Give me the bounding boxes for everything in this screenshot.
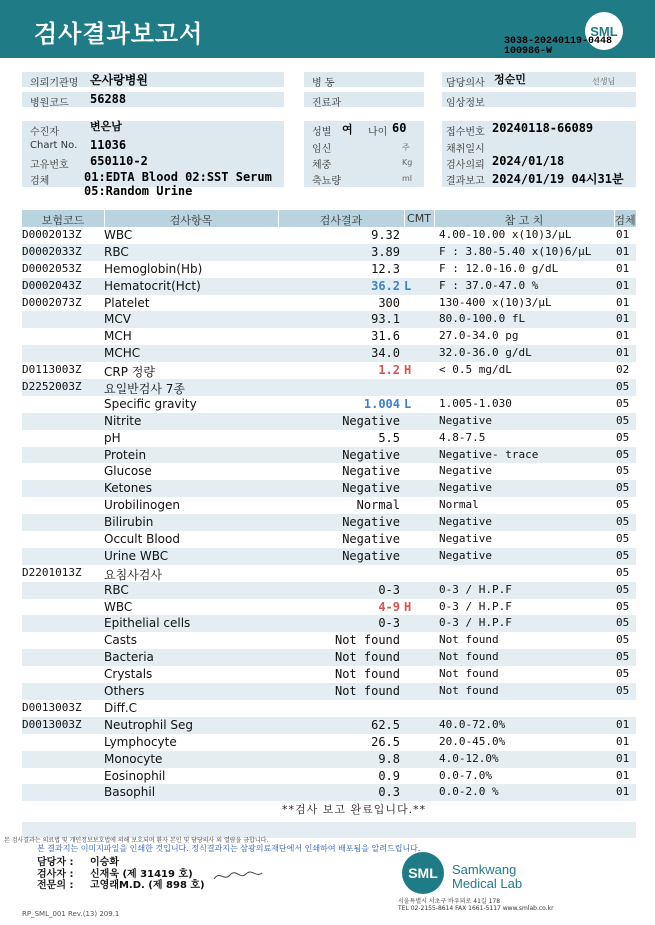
cell-reference: 130-400 x(10)3/μL: [439, 295, 552, 309]
cell-specimen: 01: [616, 278, 630, 292]
clinical-info-label: 임상정보: [446, 98, 485, 109]
cell-result: Negative: [342, 447, 400, 462]
cell-result: Not found: [334, 684, 400, 699]
tester-name: 신재욱 (제 31419 호): [90, 869, 193, 880]
cell-test-name: 요일반검사 7종: [104, 382, 186, 397]
expert-name: 고영래M.D. (제 898 호): [90, 880, 205, 891]
cell-test-name: Ketones: [104, 481, 152, 496]
cell-specimen: 01: [616, 785, 630, 799]
cell-specimen: 05: [616, 633, 630, 647]
cell-reference: < 0.5 mg/dL: [439, 363, 512, 377]
cell-test-name: Bilirubin: [104, 515, 154, 530]
sml-logo: SML: [585, 12, 623, 50]
hospital-label: 의뢰기관명: [30, 78, 79, 89]
cell-specimen: 05: [616, 430, 630, 444]
cell-specimen: 02: [616, 363, 630, 377]
cell-result: 0-3: [378, 616, 400, 631]
cell-result: 1.2: [378, 363, 400, 378]
cell-specimen: 05: [616, 447, 630, 461]
cell-specimen: 05: [616, 565, 630, 579]
cell-specimen: 01: [616, 717, 630, 731]
report-number: 3038-20240119-0448 100986-W: [504, 36, 613, 57]
cell-test-name: MCHC: [104, 346, 141, 361]
receipt-number: 20240118-66089: [492, 121, 594, 135]
cell-result: 93.1: [371, 312, 400, 327]
patient-name: 변은남: [90, 120, 122, 133]
specimen-line-2: 05:Random Urine: [84, 184, 193, 198]
cell-test-name: MCH: [104, 329, 132, 344]
cell-specimen: 01: [616, 261, 630, 275]
cell-result: Negative: [342, 413, 400, 428]
org-address: 서울특별시 서초구 바우뫼로 41길 178: [398, 898, 501, 905]
dept-label: 진료과: [312, 98, 341, 109]
cell-code: D0013003Z: [22, 717, 82, 731]
cell-specimen: 01: [616, 751, 630, 765]
cell-test-name: Nitrite: [104, 413, 142, 428]
cell-result: Negative: [342, 481, 400, 496]
cell-reference: F : 12.0-16.0 g/dL: [439, 261, 559, 275]
table-row: [22, 379, 636, 396]
table-row: [22, 278, 636, 295]
sml-footer-logo: SML: [402, 852, 444, 894]
sex-value: 여: [342, 123, 353, 136]
cell-reference: 0-3 / H.P.F: [439, 616, 512, 630]
result-datetime: 2024/01/19 04시31분: [492, 172, 624, 186]
cell-result: 1.004: [363, 396, 400, 411]
cell-specimen: 01: [616, 768, 630, 782]
cell-result: 0-3: [378, 582, 400, 597]
pregnancy-label: 임신: [312, 144, 332, 155]
cell-test-name: Eosinophil: [104, 768, 166, 783]
cell-code: D0002033Z: [22, 244, 82, 258]
cell-result: Not found: [334, 633, 400, 648]
cell-result: 3.89: [371, 244, 400, 259]
cell-specimen: 05: [616, 532, 630, 546]
pregnancy-unit: 주: [402, 143, 410, 152]
cell-reference: Negative: [439, 413, 492, 427]
results-table: [22, 227, 636, 801]
cell-result: 34.0: [371, 346, 400, 361]
tester-label: 검사자 :: [37, 869, 74, 880]
urine-volume-unit: ml: [402, 174, 413, 183]
cell-specimen: 05: [616, 396, 630, 410]
cell-reference: Normal: [439, 498, 479, 512]
cell-test-name: pH: [104, 430, 121, 445]
cell-specimen: 05: [616, 498, 630, 512]
cell-specimen: 01: [616, 329, 630, 343]
org-contact: TEL 02-2155-8614 FAX 1661-5117 www.smlab.co.kr: [398, 905, 554, 912]
cell-test-name: 요침사검사: [104, 567, 162, 582]
table-row: [22, 784, 636, 801]
result-label: 결과보고: [446, 176, 485, 187]
table-row: [22, 480, 636, 497]
cell-test-name: Neutrophil Seg: [104, 717, 194, 732]
cell-test-name: Basophil: [104, 785, 156, 800]
cell-result: 300: [378, 295, 400, 310]
cell-code: D0113003Z: [22, 363, 82, 377]
cell-test-name: RBC: [104, 244, 129, 259]
cell-specimen: 01: [616, 228, 630, 241]
table-row: [22, 244, 636, 261]
cell-reference: Negative- trace: [439, 447, 539, 461]
cell-specimen: 05: [616, 650, 630, 664]
cell-specimen: 05: [616, 464, 630, 478]
cell-specimen: 05: [616, 548, 630, 562]
table-row: [22, 599, 636, 616]
cell-specimen: 01: [616, 312, 630, 326]
cell-test-name: Epithelial cells: [104, 616, 191, 631]
cell-test-name: Urine WBC: [104, 548, 169, 563]
uid-label: 고유번호: [30, 160, 69, 171]
cell-test-name: Glucose: [104, 464, 152, 479]
uid-number: 650110-2: [90, 154, 148, 168]
cell-specimen: 01: [616, 244, 630, 258]
cell-reference: F : 37.0-47.0 %: [439, 278, 539, 292]
cell-result: Not found: [334, 667, 400, 682]
cell-test-name: Bacteria: [104, 650, 154, 665]
table-row: [22, 717, 636, 734]
cell-reference: 1.005-1.030: [439, 396, 512, 410]
weight-label: 체중: [312, 160, 332, 171]
urine-volume-label: 축뇨량: [312, 176, 341, 187]
cell-reference: Negative: [439, 532, 492, 546]
cell-reference: 40.0-72.0%: [439, 717, 506, 731]
cell-reference: F : 3.80-5.40 x(10)6/μL: [439, 244, 592, 258]
cell-code: D2201013Z: [22, 565, 82, 579]
table-row: [22, 751, 636, 768]
cell-test-name: Urobilinogen: [104, 498, 180, 513]
table-row: [22, 582, 636, 599]
org-name: Samkwang Medical Lab: [452, 862, 523, 891]
doctor-name: 정순민: [494, 73, 526, 86]
table-row: [22, 514, 636, 531]
cell-result: 31.6: [371, 329, 400, 344]
table-row: [22, 531, 636, 548]
patient-label: 수진자: [30, 127, 59, 138]
chart-number: 11036: [90, 138, 127, 152]
cell-reference: 32.0-36.0 g/dL: [439, 346, 532, 360]
doctor-suffix: 선생님: [592, 77, 616, 86]
header-reference: 참 고 치: [504, 214, 544, 227]
header-code: 보험코드: [41, 214, 85, 227]
cell-specimen: 05: [616, 413, 630, 427]
hospital-name: 온사랑병원: [90, 73, 148, 87]
cell-test-name: Hemoglobin(Hb): [104, 261, 203, 276]
doctor-label: 담당의사: [446, 78, 485, 89]
cell-test-name: Casts: [104, 633, 137, 648]
chart-label: Chart No.: [30, 140, 78, 151]
report-complete-note: **검사 보고 완료입니다.**: [282, 803, 427, 816]
header-test-item: 검사항목: [169, 214, 213, 227]
table-row: [22, 615, 636, 632]
cell-flag: L: [404, 278, 412, 293]
table-row: [22, 768, 636, 785]
cell-test-name: Occult Blood: [104, 532, 180, 547]
cell-reference: 4.8-7.5: [439, 430, 486, 444]
cell-result: 12.3: [371, 261, 400, 276]
cell-result: 5.5: [378, 430, 400, 445]
cell-specimen: 01: [616, 346, 630, 360]
cell-result: 26.5: [371, 734, 400, 749]
cell-reference: 0-3 / H.P.F: [439, 599, 512, 613]
cell-specimen: 05: [616, 582, 630, 596]
cell-reference: 0-3 / H.P.F: [439, 582, 512, 596]
table-row: [22, 548, 636, 565]
cell-test-name: Specific gravity: [104, 396, 197, 411]
table-row: [22, 666, 636, 683]
page-title: 검사결과보고서: [34, 20, 204, 48]
hospital-code: 56288: [90, 92, 127, 106]
cell-reference: Not found: [439, 684, 499, 698]
cell-code: D0013003Z: [22, 700, 82, 714]
cell-test-name: Platelet: [104, 295, 150, 310]
cell-reference: 0.0-2.0 %: [439, 785, 499, 799]
print-notice: 본 결과지는 이미지파일을 인쇄한 것입니다. 정식결과지는 삼광의료재단에서 인쇄하여 배포됨을 알려드립니다.: [37, 844, 421, 853]
cell-code: D0002073Z: [22, 295, 82, 309]
age-label: 나이: [368, 127, 388, 138]
table-row: [22, 430, 636, 447]
table-row: [22, 328, 636, 345]
table-row: [22, 396, 636, 413]
cell-test-name: Diff.C: [104, 700, 138, 715]
cell-specimen: 05: [616, 599, 630, 613]
form-code: RP_SML_001 Rev.(13) 209.1: [22, 910, 120, 918]
table-row: [22, 700, 636, 717]
table-row: [22, 413, 636, 430]
cell-specimen: 05: [616, 667, 630, 681]
cell-flag: H: [404, 599, 412, 614]
cell-result: 4-9: [378, 599, 400, 614]
table-row: [22, 565, 636, 582]
table-row: [22, 362, 636, 379]
table-row: [22, 447, 636, 464]
table-row: [22, 227, 636, 244]
cell-specimen: 05: [616, 380, 630, 394]
cell-result: Negative: [342, 532, 400, 547]
table-row: [22, 463, 636, 480]
cell-result: Not found: [334, 650, 400, 665]
weight-unit: Kg: [402, 158, 413, 167]
request-date: 2024/01/18: [492, 154, 565, 168]
cell-test-name: CRP 정량: [104, 365, 155, 380]
cell-specimen: 05: [616, 684, 630, 698]
cell-specimen: 05: [616, 616, 630, 630]
header-result: 검사결과: [319, 214, 363, 227]
table-row: [22, 683, 636, 700]
age-value: 60: [392, 121, 407, 135]
expert-label: 전문의 :: [37, 880, 74, 891]
table-row: [22, 311, 636, 328]
signature: [212, 868, 264, 884]
cell-reference: 0.0-7.0%: [439, 768, 492, 782]
cell-test-name: Monocyte: [104, 751, 163, 766]
cell-reference: 20.0-45.0%: [439, 734, 506, 748]
fine-print: 본 검사결과는 의료법 및 개인정보보호법에 의해 보호되며 환자 본인 및 담당의사 외 열람을 금합니다.: [4, 837, 269, 844]
cell-reference: 27.0-34.0 pg: [439, 329, 519, 343]
table-row: [22, 295, 636, 312]
cell-reference: Not found: [439, 650, 499, 664]
table-row: [22, 734, 636, 751]
cell-result: 36.2: [371, 278, 400, 293]
cell-result: 0.3: [378, 785, 400, 800]
request-label: 검사의뢰: [446, 160, 485, 171]
cell-reference: 4.0-12.0%: [439, 751, 499, 765]
cell-flag: L: [404, 396, 412, 411]
cell-reference: Not found: [439, 633, 499, 647]
cell-test-name: Hematocrit(Hct): [104, 278, 201, 293]
cell-test-name: MCV: [104, 312, 131, 327]
cell-specimen: 05: [616, 481, 630, 495]
table-row: [22, 345, 636, 362]
cell-result: Negative: [342, 464, 400, 479]
hospital-code-label: 병원코드: [30, 98, 69, 109]
table-row: [22, 261, 636, 278]
collect-label: 채취일시: [446, 144, 485, 155]
cell-test-name: Lymphocyte: [104, 734, 177, 749]
cell-reference: 80.0-100.0 fL: [439, 312, 526, 326]
specimen-line-1: 01:EDTA Blood 02:SST Serum: [84, 170, 272, 184]
cell-result: Negative: [342, 515, 400, 530]
cell-test-name: Protein: [104, 447, 147, 462]
cell-result: 62.5: [371, 717, 400, 732]
cell-result: Negative: [342, 548, 400, 563]
ward-label: 병 동: [312, 78, 335, 89]
cell-code: D0002053Z: [22, 261, 82, 275]
cell-reference: Negative: [439, 481, 492, 495]
cell-specimen: 01: [616, 295, 630, 309]
cell-result: 0.9: [378, 768, 400, 783]
cell-reference: Negative: [439, 515, 492, 529]
cell-reference: 4.00-10.00 x(10)3/μL: [439, 228, 572, 241]
cell-reference: Negative: [439, 548, 492, 562]
cell-test-name: WBC: [104, 228, 133, 242]
cell-result: 9.32: [371, 228, 400, 242]
header-specimen: 검체: [614, 214, 636, 227]
reporter-label: 담당자 :: [37, 857, 74, 868]
header-cmt: CMT: [407, 212, 431, 225]
cell-result: Normal: [356, 498, 400, 513]
cell-reference: Not found: [439, 667, 499, 681]
table-row: [22, 632, 636, 649]
cell-specimen: 05: [616, 515, 630, 529]
cell-flag: H: [404, 363, 412, 378]
cell-test-name: RBC: [104, 582, 129, 597]
receipt-label: 접수번호: [446, 127, 485, 138]
cell-code: D2252003Z: [22, 380, 82, 394]
cell-code: D0002043Z: [22, 278, 82, 292]
reporter-name: 이승화: [90, 857, 119, 868]
cell-reference: Negative: [439, 464, 492, 478]
cell-test-name: WBC: [104, 599, 133, 614]
cell-test-name: Crystals: [104, 667, 153, 682]
cell-code: D0002013Z: [22, 228, 82, 241]
cell-specimen: 01: [616, 734, 630, 748]
sex-label: 성별: [312, 127, 332, 138]
specimen-label: 검체: [30, 176, 50, 187]
cell-result: 9.8: [378, 751, 400, 766]
table-row: [22, 649, 636, 666]
cell-test-name: Others: [104, 684, 145, 699]
table-row: [22, 497, 636, 514]
